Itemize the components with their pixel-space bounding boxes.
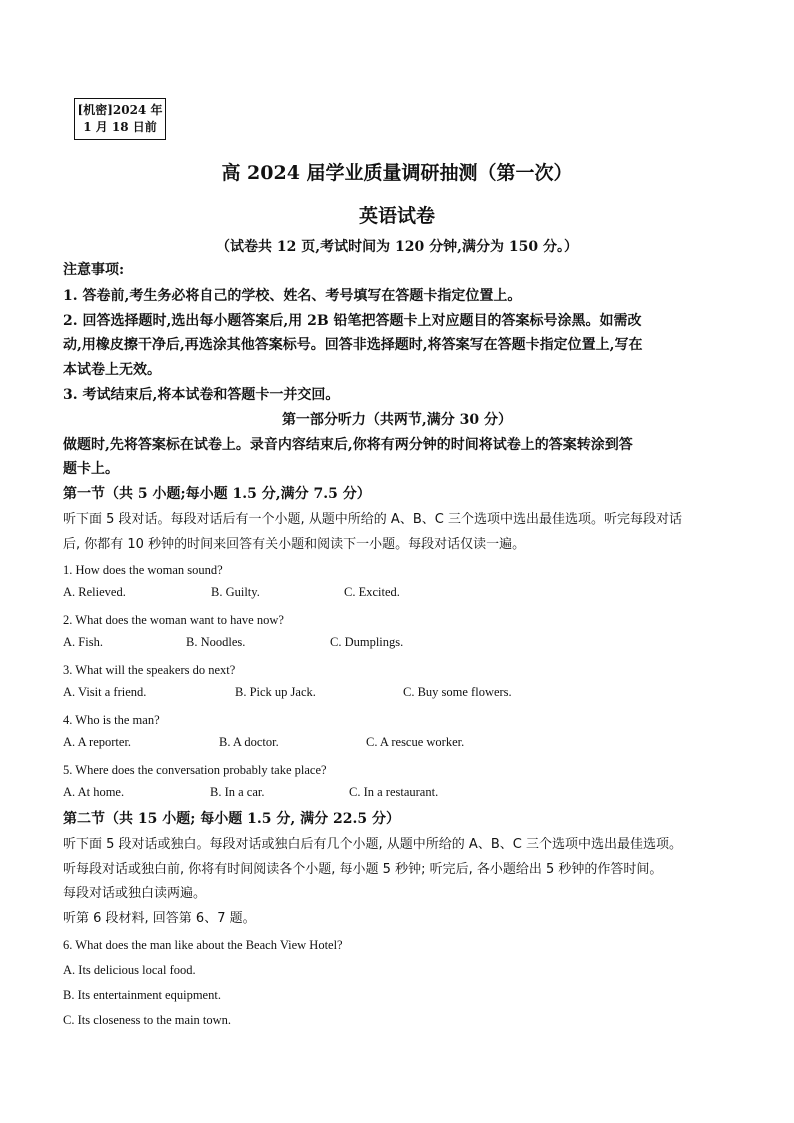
section1-instruction-line-1: 听下面 5 段对话。每段对话后有一个小题, 从题中所给的 A、B、C 三个选项中选出最佳选项。听完每段对话 bbox=[63, 512, 682, 527]
confidential-stamp bbox=[74, 98, 166, 140]
q2-option-c: C. Dumplings. bbox=[330, 635, 404, 649]
q4-option-a: A. A reporter. bbox=[63, 735, 132, 749]
note-3: 3. 考试结束后,将本试卷和答题卡一并交回。 bbox=[63, 387, 340, 403]
q5-option-a: A. At home. bbox=[63, 785, 125, 799]
q6-option-b: B. Its entertainment equipment. bbox=[63, 988, 221, 1002]
q1-option-c: C. Excited. bbox=[344, 585, 400, 599]
question-3: 3. What will the speakers do next? bbox=[63, 663, 236, 677]
q1-option-a: A. Relieved. bbox=[63, 585, 126, 599]
note-2-line-3: 本试卷上无效。 bbox=[63, 362, 161, 378]
question-2: 2. What does the woman want to have now? bbox=[63, 613, 284, 627]
question-4: 4. Who is the man? bbox=[63, 713, 160, 727]
note-1: 1. 答卷前,考生务必将自己的学校、姓名、考号填写在答题卡指定位置上。 bbox=[63, 288, 522, 304]
section1-heading: 第一节（共 5 小题;每小题 1.5 分,满分 7.5 分） bbox=[63, 486, 371, 502]
q1-option-b: B. Guilty. bbox=[211, 585, 260, 599]
q4-option-c: C. A rescue worker. bbox=[366, 735, 465, 749]
note-2-line-1: 2. 回答选择题时,选出每小题答案后,用 2B 铅笔把答题卡上对应题目的答案标号涂黑。如需改 bbox=[63, 313, 642, 329]
q5-option-b: B. In a car. bbox=[210, 785, 265, 799]
part1-intro-line-1: 做题时,先将答案标在试卷上。录音内容结束后,你将有两分钟的时间将试卷上的答案转涂到答 bbox=[63, 437, 633, 453]
notes-heading: 注意事项: bbox=[63, 262, 125, 278]
q3-option-a: A. Visit a friend. bbox=[63, 685, 147, 699]
section2-instruction-line-2: 听每段对话或独白前, 你将有时间阅读各个小题, 每小题 5 秒钟; 听完后, 各小题给出 5 秒钟的作答时间。 bbox=[63, 862, 663, 877]
q6-option-a: A. Its delicious local food. bbox=[63, 963, 196, 977]
confidential-line-1: [机密]2024 年 bbox=[77, 103, 163, 117]
q3-option-b: B. Pick up Jack. bbox=[235, 685, 316, 699]
exam-subject: 英语试卷 bbox=[358, 205, 435, 227]
q3-option-c: C. Buy some flowers. bbox=[403, 685, 512, 699]
section2-instruction-line-1: 听下面 5 段对话或独白。每段对话或独白后有几个小题, 从题中所给的 A、B、C 三个选项中选出最佳选项。 bbox=[63, 837, 682, 852]
confidential-line-2: 1 月 18 日前 bbox=[83, 120, 157, 134]
exam-info: （试卷共 12 页,考试时间为 120 分钟,满分为 150 分。） bbox=[216, 239, 578, 255]
part1-intro-line-2: 题卡上。 bbox=[63, 461, 119, 477]
exam-title: 高 2024 届学业质量调研抽测（第一次） bbox=[221, 162, 573, 184]
question-5: 5. Where does the conversation probably take place? bbox=[63, 763, 327, 777]
q5-option-c: C. In a restaurant. bbox=[349, 785, 439, 799]
part1-heading: 第一部分听力（共两节,满分 30 分） bbox=[281, 412, 513, 428]
section2-heading: 第二节（共 15 小题; 每小题 1.5 分, 满分 22.5 分） bbox=[63, 811, 400, 827]
section1-instruction-line-2: 后, 你都有 10 秒钟的时间来回答有关小题和阅读下一小题。每段对话仅读一遍。 bbox=[63, 537, 526, 552]
note-2-line-2: 动,用橡皮擦干净后,再选涂其他答案标号。回答非选择题时,将答案写在答题卡指定位置上,写在 bbox=[63, 337, 643, 353]
q4-option-b: B. A doctor. bbox=[219, 735, 279, 749]
q6-option-c: C. Its closeness to the main town. bbox=[63, 1013, 232, 1027]
material-6-instruction: 听第 6 段材料, 回答第 6、7 题。 bbox=[63, 911, 256, 926]
question-6: 6. What does the man like about the Beach View Hotel? bbox=[63, 938, 343, 952]
section2-instruction-line-3: 每段对话或独白读两遍。 bbox=[63, 886, 207, 901]
question-1: 1. How does the woman sound? bbox=[63, 563, 223, 577]
q2-option-a: A. Fish. bbox=[63, 635, 103, 649]
q2-option-b: B. Noodles. bbox=[186, 635, 246, 649]
